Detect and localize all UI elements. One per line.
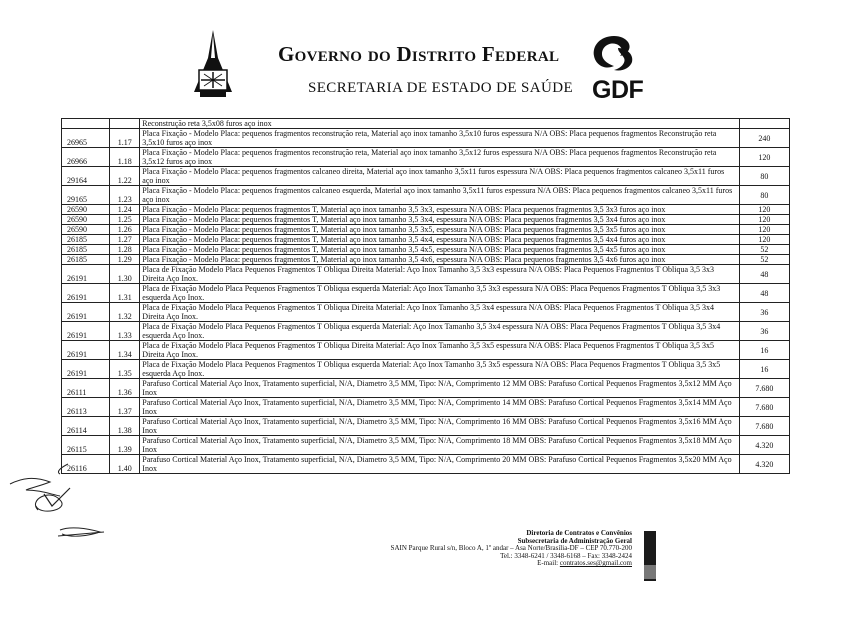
item-quantity-cell: 48: [739, 265, 789, 284]
item-description-cell: Parafuso Cortical Material Aço Inox, Tratamento superficial, N/A, Diametro 3,5 MM, Tipo: N/A, Comprimento 14 MM OBS: Parafuso Cortical Pequenos Fragmentos 3,5x14 MM Aço Inox: [140, 398, 739, 417]
table-row: [62, 245, 790, 255]
footer-email-link[interactable]: contratos.ses@gmail.com: [559, 559, 632, 568]
item-description-cell: Placa Fixação - Modelo Placa: pequenos fragmentos calcaneo direita, Material aço inox tamanho 3,5x11 furos espessura N/A OBS: Placa pequenos fragmentos calcaneo 3,5x11 furos aço inox: [140, 167, 739, 186]
item-number-cell: [110, 119, 140, 129]
item-number-cell: 1.17: [110, 129, 140, 148]
item-description-cell: Placa de Fixação Modelo Placa Pequenos Fragmentos T Obliqua esquerda Material: Aço Inox Tamanho 3,5 3x3 espessura N/A OBS: Placa Pequenos Fragmentos T Obliqua 3,5 3x3 esquerda Aço Inox.: [140, 284, 739, 303]
item-quantity-cell: 4.320: [739, 436, 789, 455]
table-row: [62, 455, 790, 474]
item-description-cell: Parafuso Cortical Material Aço Inox, Tratamento superficial, N/A, Diametro 3,5 MM, Tipo: N/A, Comprimento 12 MM OBS: Parafuso Cortical Pequenos Fragmentos 3,5x12 MM Aço Inox: [140, 379, 739, 398]
table-row: [62, 205, 790, 215]
gdf-logo-text: GDF: [592, 76, 644, 104]
item-number-cell: 1.34: [110, 341, 140, 360]
table-row: [62, 119, 790, 129]
table-row: [62, 186, 790, 205]
table-row: [62, 417, 790, 436]
item-code-cell: 26191: [62, 303, 110, 322]
item-code-cell: 29165: [62, 186, 110, 205]
item-quantity-cell: 80: [739, 186, 789, 205]
item-quantity-cell: 7.680: [739, 398, 789, 417]
item-code-cell: 26185: [62, 255, 110, 265]
item-quantity-cell: 36: [739, 322, 789, 341]
item-quantity-cell: 4.320: [739, 455, 789, 474]
item-quantity-cell: 80: [739, 167, 789, 186]
item-quantity-cell: 120: [739, 225, 789, 235]
item-code-cell: 26115: [62, 436, 110, 455]
item-description-cell: Reconstrução reta 3,5x08 furos aço inox: [140, 119, 739, 129]
table-row: [62, 255, 790, 265]
item-code-cell: 26191: [62, 284, 110, 303]
table-row: [62, 225, 790, 235]
table-row: [62, 265, 790, 284]
footer-directorate: Diretoria de Contratos e Convênios: [526, 529, 632, 537]
item-description-cell: Placa Fixação - Modelo Placa: pequenos fragmentos T, Material aço inox tamanho 3,5 4x6, espessura N/A OBS: Placa pequenos fragmentos 3,5 4x6 furos aço inox: [140, 255, 739, 265]
item-number-cell: 1.31: [110, 284, 140, 303]
item-code-cell: 26590: [62, 205, 110, 215]
item-number-cell: 1.27: [110, 235, 140, 245]
item-code-cell: 26185: [62, 235, 110, 245]
item-quantity-cell: 120: [739, 235, 789, 245]
table-row: [62, 379, 790, 398]
item-description-cell: Placa Fixação - Modelo Placa: pequenos fragmentos T, Material aço inox tamanho 3,5 3x3, espessura N/A OBS: Placa pequenos fragmentos 3,5 3x3 furos aço inox: [140, 205, 739, 215]
item-number-cell: 1.38: [110, 417, 140, 436]
footer-address: [360, 530, 632, 568]
handwritten-signature-marks: [0, 460, 120, 550]
item-code-cell: 26116: [62, 455, 110, 474]
items-table-body: [62, 119, 790, 474]
item-code-cell: 26114: [62, 417, 110, 436]
table-row: [62, 360, 790, 379]
table-row: [62, 167, 790, 186]
item-description-cell: Placa de Fixação Modelo Placa Pequenos Fragmentos T Obliqua esquerda Material: Aço Inox Tamanho 3,5 3x4 espessura N/A OBS: Placa Pequenos Fragmentos T Obliqua 3,5 3x4 esquerda Aço Inox.: [140, 322, 739, 341]
item-code-cell: 26590: [62, 225, 110, 235]
item-number-cell: 1.23: [110, 186, 140, 205]
item-description-cell: Placa Fixação - Modelo Placa: pequenos fragmentos T, Material aço inox tamanho 3,5 4x4, espessura N/A OBS: Placa pequenos fragmentos 3,5 4x4 furos aço inox: [140, 235, 739, 245]
gdf-logo-icon: [588, 34, 640, 78]
item-code-cell: 26966: [62, 148, 110, 167]
table-row: [62, 129, 790, 148]
item-code-cell: 26191: [62, 265, 110, 284]
items-table: [61, 118, 790, 474]
footer-address-line: SAIN Parque Rural s/n, Bloco A, 1º andar – Asa Norte/Brasília-DF – CEP 70.770-200: [390, 544, 632, 553]
item-quantity-cell: 48: [739, 284, 789, 303]
government-title: Governo do Distrito Federal: [278, 42, 560, 66]
document-header: [0, 0, 857, 118]
item-number-cell: 1.30: [110, 265, 140, 284]
footer-phone: Tel.: 3348-6241 / 3348-6168 – Fax: 3348-2424: [500, 551, 632, 560]
item-description-cell: Parafuso Cortical Material Aço Inox, Tratamento superficial, N/A, Diametro 3,5 MM, Tipo: N/A, Comprimento 18 MM OBS: Parafuso Cortical Pequenos Fragmentos 3,5x18 MM Aço Inox: [140, 436, 739, 455]
brasilia-coat-of-arms-icon: [190, 28, 236, 102]
item-number-cell: 1.26: [110, 225, 140, 235]
item-code-cell: 29164: [62, 167, 110, 186]
table-row: [62, 341, 790, 360]
item-number-cell: 1.18: [110, 148, 140, 167]
item-description-cell: Parafuso Cortical Material Aço Inox, Tratamento superficial, N/A, Diametro 3,5 MM, Tipo: N/A, Comprimento 16 MM OBS: Parafuso Cortical Pequenos Fragmentos 3,5x16 MM Aço Inox: [140, 417, 739, 436]
item-description-cell: Placa Fixação - Modelo Placa: pequenos fragmentos T, Material aço inox tamanho 3,5 3x4, espessura N/A OBS: Placa pequenos fragmentos 3,5 3x4 furos aço inox: [140, 215, 739, 225]
table-row: [62, 398, 790, 417]
item-code-cell: [62, 119, 110, 129]
item-quantity-cell: 16: [739, 341, 789, 360]
table-row: [62, 322, 790, 341]
item-description-cell: Placa Fixação - Modelo Placa: pequenos fragmentos reconstrução reta, Material aço inox tamanho 3,5x12 furos espessura N/A OBS: Placa pequenos fragmentos Reconstrução reta 3,5x12 furos aço inox: [140, 148, 739, 167]
item-quantity-cell: [739, 119, 789, 129]
item-number-cell: 1.32: [110, 303, 140, 322]
footer-grey-bar: [644, 565, 656, 579]
item-description-cell: Placa Fixação - Modelo Placa: pequenos fragmentos T, Material aço inox tamanho 3,5 3x5, espessura N/A OBS: Placa pequenos fragmentos 3,5 3x5 furos aço inox: [140, 225, 739, 235]
item-code-cell: 26113: [62, 398, 110, 417]
item-code-cell: 26185: [62, 245, 110, 255]
item-quantity-cell: 120: [739, 205, 789, 215]
item-number-cell: 1.28: [110, 245, 140, 255]
item-description-cell: Placa de Fixação Modelo Placa Pequenos Fragmentos T Obliqua Direita Material: Aço Inox Tamanho 3,5 3x3 espessura N/A OBS: Placa Pequenos Fragmentos T Obliqua 3,5 3x3 Direita Aço Inox.: [140, 265, 739, 284]
item-description-cell: Placa Fixação - Modelo Placa: pequenos fragmentos calcaneo esquerda, Material aço inox tamanho 3,5x11 furos espessura N/A OBS: Placa pequenos fragmentos calcaneo 3,5x11 furos aço inox: [140, 186, 739, 205]
table-row: [62, 235, 790, 245]
item-quantity-cell: 120: [739, 148, 789, 167]
item-code-cell: 26191: [62, 360, 110, 379]
item-number-cell: 1.35: [110, 360, 140, 379]
secretariat-title: SECRETARIA DE ESTADO DE SAÚDE: [308, 80, 574, 96]
item-description-cell: Placa de Fixação Modelo Placa Pequenos Fragmentos T Obliqua esquerda Material: Aço Inox Tamanho 3,5 3x5 espessura N/A OBS: Placa Pequenos Fragmentos T Obliqua 3,5 3x5 esquerda Aço Inox.: [140, 360, 739, 379]
item-description-cell: Placa de Fixação Modelo Placa Pequenos Fragmentos T Obliqua Direita Material: Aço Inox Tamanho 3,5 3x5 espessura N/A OBS: Placa Pequenos Fragmentos T Obliqua 3,5 3x5 Direita Aço Inox.: [140, 341, 739, 360]
item-quantity-cell: 7.680: [739, 379, 789, 398]
item-code-cell: 26590: [62, 215, 110, 225]
item-quantity-cell: 52: [739, 255, 789, 265]
table-row: [62, 436, 790, 455]
item-description-cell: Placa Fixação - Modelo Placa: pequenos fragmentos reconstrução reta, Material aço inox tamanho 3,5x10 furos espessura N/A OBS: Placa pequenos fragmentos Reconstrução reta 3,5x10 furos aço inox: [140, 129, 739, 148]
item-number-cell: 1.25: [110, 215, 140, 225]
item-number-cell: 1.29: [110, 255, 140, 265]
footer-email-label: E-mail:: [537, 559, 560, 568]
item-quantity-cell: 7.680: [739, 417, 789, 436]
table-row: [62, 284, 790, 303]
item-number-cell: 1.40: [110, 455, 140, 474]
item-code-cell: 26965: [62, 129, 110, 148]
item-description-cell: Placa Fixação - Modelo Placa: pequenos fragmentos T, Material aço inox tamanho 3,5 4x5, espessura N/A OBS: Placa pequenos fragmentos 3,5 4x5 furos aço inox: [140, 245, 739, 255]
item-code-cell: 26111: [62, 379, 110, 398]
table-row: [62, 148, 790, 167]
item-number-cell: 1.33: [110, 322, 140, 341]
item-number-cell: 1.37: [110, 398, 140, 417]
table-row: [62, 303, 790, 322]
item-code-cell: 26191: [62, 341, 110, 360]
footer-subsecretariat: Subsecretaria de Administração Geral: [517, 536, 632, 545]
item-number-cell: 1.39: [110, 436, 140, 455]
footer-email-line: [360, 560, 632, 568]
item-quantity-cell: 52: [739, 245, 789, 255]
item-quantity-cell: 120: [739, 215, 789, 225]
item-code-cell: 26191: [62, 322, 110, 341]
item-number-cell: 1.36: [110, 379, 140, 398]
item-number-cell: 1.24: [110, 205, 140, 215]
table-row: [62, 215, 790, 225]
item-description-cell: Placa de Fixação Modelo Placa Pequenos Fragmentos T Obliqua Direita Material: Aço Inox Tamanho 3,5 3x4 espessura N/A OBS: Placa Pequenos Fragmentos T Obliqua 3,5 3x4 Direita Aço Inox.: [140, 303, 739, 322]
item-quantity-cell: 36: [739, 303, 789, 322]
item-quantity-cell: 16: [739, 360, 789, 379]
item-quantity-cell: 240: [739, 129, 789, 148]
item-description-cell: Parafuso Cortical Material Aço Inox, Tratamento superficial, N/A, Diametro 3,5 MM, Tipo: N/A, Comprimento 20 MM OBS: Parafuso Cortical Pequenos Fragmentos 3,5x20 MM Aço Inox: [140, 455, 739, 474]
item-number-cell: 1.22: [110, 167, 140, 186]
